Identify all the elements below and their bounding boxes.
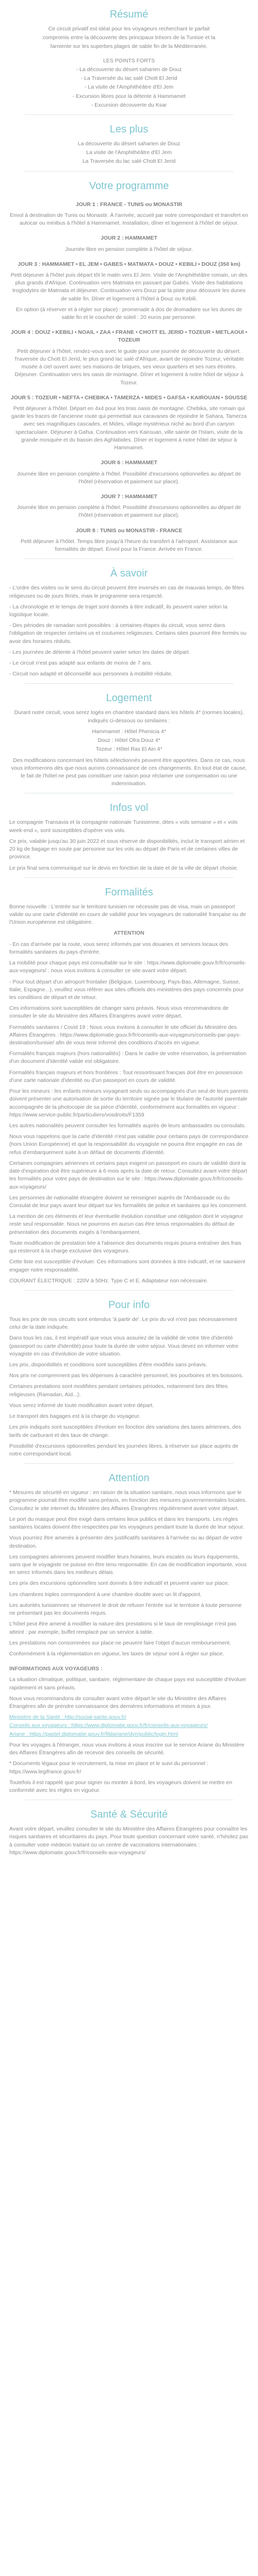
formalites-text: Les autres nationalités peuvent consulter les formalités auprès de leurs ambassades ou consulats.	[9, 1123, 246, 1129]
key-point: - La découverte du désert saharien de Douz	[76, 66, 182, 73]
informations-text: Nous vous recommandons de consulter avant votre départ le site du Ministère des Affaires Étrangères afin de prendre connaissance des dernières informations et mises à jour.	[9, 1695, 227, 1710]
attention-text: Les chambres triples correspondent à une chambre double avec un lit d'appoint.	[9, 1591, 202, 1598]
plus-section	[9, 122, 249, 166]
travel-advice-link[interactable]: Conseils aux voyageurs : https://www.diplomatie.gouv.fr/fr/conseils-aux-voyageurs/	[9, 1722, 208, 1729]
plus-item: La visite de l'Amphithéâtre d'El Jem	[86, 149, 172, 156]
formalites-text: Pour les mineurs : les enfants mineurs voyageant seuls ou accompagnés d'un seul de leurs parents doivent présenter une autorisation de sortie du territoire signée par le titulaire de l'autorité parentale accompagnée de la photocopie de sa pièce d'identité, conformément aux formalités en vigueur : https://www.service-public.fr/particuliers/vosdroits/F1359	[9, 1088, 249, 1118]
day-title: JOUR 7 : HAMMAMET	[101, 493, 157, 500]
pour-info-text: Possibilité d'excursions optionnelles pendant les journées libres, à réserver sur place auprès de notre correspondant local.	[9, 1443, 238, 1457]
key-points-title: LES POINTS FORTS	[103, 57, 155, 64]
attention-section	[9, 1471, 249, 1658]
informations-link[interactable]	[9, 1731, 249, 1738]
informations-section	[9, 1665, 249, 1794]
pour-info-text: Le transport des bagages est à la charge du voyageur.	[9, 1413, 140, 1420]
day-block	[9, 394, 249, 452]
day-text: Journée libre en pension complète à l'hôtel. Possibilité d'excursions optionnelles au départ de l'hôtel (réservation et paiement sur place).	[17, 504, 241, 519]
day-text: Petit déjeuner à l'hôtel. Temps libre jusqu'à l'heure du transfert à l'aéroport. Assistance aux formalités de départ. Envol pour la France. Arrivée en France.	[21, 538, 237, 553]
divider	[25, 1290, 233, 1291]
logement-intro: Durant notre circuit, vous serez logés en chambre standard dans les hôtels 4* (normes locales), indiqués ci-dessous ou similaires :	[14, 709, 244, 724]
infos-vol-section	[9, 801, 249, 872]
formalites-text: COURANT ÉLECTRIQUE : 220V à 50Hz. Type C et E. Adaptateur non nécessaire.	[9, 1277, 208, 1284]
key-point: - La visite de l'Amphithéâtre d'El Jem	[84, 84, 174, 91]
infos-vol-text: Le prix final sera communiqué sur le devis en fonction de la date et de la ville de départ choisie.	[9, 865, 238, 871]
formalites-text: Cette liste est susceptible d'évoluer. Ces informations sont données à titre indicatif, et ne sauraient engager notre responsabilité.	[9, 1259, 246, 1273]
divider	[25, 114, 233, 115]
detail-text: - Les journées de détente à l'hôtel peuvent varier selon les dates de départ.	[9, 649, 190, 655]
pour-info-text: Certaines prestations sont modifiées pendant certaines périodes, notamment lors des fêtes religieuses (Ramadan, Aïd...).	[9, 1383, 228, 1398]
sante-text: Avant votre départ, veuillez consulter le site du Ministère des Affaires Étrangères pour connaître les risques sanitaires et sécuritaires du pays. Pour toute question concernant votre santé, n'hésitez pas à consulter votre médecin traitant ou un centre de vaccinations internationales : https://www.diplomatie.gouv.fr/fr/conseils-aux-voyageurs/	[9, 1826, 249, 1856]
formalites-text: Formalités français majeurs (hors nationalités) : Dans le cadre de votre réservation, la présentation d'un document d'identité valide est obligatoire.	[9, 1050, 247, 1065]
logement-section	[9, 691, 249, 788]
attention-title: Attention	[108, 1472, 150, 1484]
key-point: - Excursion découverte du Ksar	[91, 101, 167, 108]
detail-text: - Des périodes de ramadan sont possibles : à certaines étapes du circuit, vous serez dans l'obligation de respecter certains us et coutumes religieuses. Certains sites pourront être fermés ou avoir des horaires réduits.	[9, 622, 247, 645]
day-text: En option (à réserver et à régler sur place) : promenade à dos de dromadaire sur les dunes de sable fin et le coucher de soleil : 20 euros par personne.	[15, 306, 243, 321]
key-point: - La Traversée du lac salé Chott El Jerid	[80, 75, 178, 82]
formalites-text: Bonne nouvelle : L'entrée sur le territoire tunisien ne nécessite pas de visa, mais un passeport valide ou une carte d'identité en cours de validité pour les voyageurs de nationalité française ou de l'Union européenne est obligatoire.	[9, 903, 246, 926]
attention-text: L'hôtel peut être amené à modifier la nature des prestations si le taux de remplissage n'est pas atteint : par exemple, buffet remplacé par un service à table.	[9, 1621, 237, 1635]
formalites-text: Ces informations sont susceptibles de changer sans préavis. Nous vous recommandons de consulter le site du Ministère des Affaires Étrangères avant votre départ.	[9, 1005, 229, 1020]
infos-vol-title: Infos vol	[109, 802, 149, 814]
day-text: Petit déjeuner à l'hôtel. Départ en 4x4 pour les trois oasis de montagne. Chebika, site romain qui garde les traces de l'ancienne route qui permettait aux caravanes de rejoindre le Sahara, Tamerza avec ses magnifiques cascades, et Mides, village mystérieux niché au bord d'un canyon spectaculaire. Déjeuner à Gafsa. Continuation vers Kairouan, ville sainte de l'Islam, visite de la grande mosquée et du bassin des Aghlabides. Dîner et logement à notre hôtel de séjour à Hammamet.	[11, 405, 247, 451]
pour-info-text: Dans tous les cas, il est impératif que vous vous assuriez de la validité de votre titre d'identité (passeport ou carte d'identité) pour toute la durée de votre séjour. Vous devez en informer votre voyagiste en cas d'évolution de votre situation.	[9, 1335, 238, 1357]
formalites-text: - Pour tout départ d'un aéroport frontalier (Belgique, Luxembourg, Pays-Bas, Allemagne, Suisse, Italie, Espagne...), veuillez vous référer aux sites officiels des ministères des pays concernés pour les conditions de départ et de retour.	[9, 978, 244, 1001]
programme-section	[9, 179, 249, 554]
attention-text: Le port du masque peut être exigé dans certains lieux publics et dans les transports. Les règles sanitaires locales doivent être respectées par les voyageurs pendant toute la durée de leur séjour.	[9, 1516, 245, 1531]
resume-line: Ce circuit privatif est idéal pour les voyageurs recherchant le parfait	[48, 26, 210, 32]
day-block	[9, 329, 249, 387]
ariane-link[interactable]: Ariane : https://pastel.diplomatie.gouv.fr/fildariane/dyn/public/login.html	[9, 1731, 179, 1737]
formalites-text: La mention de ces éléments et leur éventuelle évolution constitue une obligation dont le voyageur reste seul responsable. Nous ne pourrons en aucun cas être tenus responsables du défaut de présentation des documents exigés à l'embarquement.	[9, 1213, 243, 1235]
programme-title: Votre programme	[89, 180, 169, 192]
formalites-text: Formalités sanitaires / Covid 19 : Nous vous invitons à consulter le site officiel du Ministère des Affaires Étrangères : https://www.diplomatie.gouv.fr/fr/conseils-aux-voyageurs/conseils-par-pays-destination/tunisie/ afin de vous tenir informé des conditions d'accès en vigueur.	[9, 1024, 241, 1046]
pour-info-section	[9, 1298, 249, 1458]
informations-text: * Documents légaux pour le recrutement, la mise en place et le suivi du personnel : https://www.legifrance.gouv.fr/	[9, 1760, 208, 1775]
pour-info-title: Pour info	[108, 1299, 150, 1311]
attention-text: Les prix des excursions optionnelles sont donnés à titre indicatif et peuvent varier sur place.	[9, 1580, 230, 1587]
day-block	[9, 459, 249, 486]
formalites-text: Nous vous rappelons que la carte d'identité n'est pas valable pour certains pays de correspondance (hors Union Européenne) et que la responsabilité du voyagiste ne pourra être engagée en cas de refus d'embarquement suite à un défaut de documents d'identité.	[9, 1133, 249, 1156]
detail-section	[9, 566, 249, 678]
informations-text: Toutefois il est rappelé que pour signer ou monter à bord, les voyageurs doivent se mettre en conformité avec les règles en vigueur.	[9, 1779, 232, 1793]
formalites-text: Certaines compagnies aériennes et certains pays exigent un passeport en cours de validité dont la date d'expiration doit être supérieure à 6 mois après la date de retour. Consultez avant votre départ les formalités pour votre pays de destination sur le site : https://www.diplomatie.gouv.fr/fr/conseils-aux-voyageurs/	[9, 1160, 247, 1190]
day-title: JOUR 2 : HAMMAMET	[101, 235, 157, 242]
attention-text: Conformément à la réglementation en vigueur, les taxes de séjour sont à régler sur place.	[9, 1650, 224, 1657]
logement-title: Logement	[106, 692, 152, 704]
day-text: Journée libre en pension complète à l'hôtel de séjour.	[65, 246, 193, 252]
day-block	[9, 493, 249, 520]
resume-section	[9, 7, 249, 109]
day-title: JOUR 1 : FRANCE - TUNIS ou MONASTIR	[75, 201, 183, 208]
detail-text: - Le circuit n'est pas adapté aux enfants de moins de 7 ans.	[9, 660, 152, 667]
divider	[25, 171, 233, 172]
attention-text: Les autorités tunisiennes se réservent le droit de refuser l'entrée sur le territoire à toute personne ne présentant pas les documents requis.	[9, 1602, 242, 1617]
informations-link[interactable]	[9, 1722, 249, 1730]
infos-vol-text: Le compagnie Transavia et la compagnie nationale Tunisienne, dites « vols semaine » et « vols week-end », sont susceptibles d'opérer vos vols.	[9, 819, 238, 834]
attention-text: * Mesures de sécurité en vigueur : en raison de la situation sanitaire, nous vous informons que le programme pourrait être modifié sans préavis, en fonction des mesures gouvernementales locales. Consultez le site internet du Ministère des Affaires Étrangères régulièrement avant votre départ.	[9, 1489, 247, 1512]
day-title: JOUR 8 : TUNIS ou MONASTIR - FRANCE	[75, 527, 183, 534]
logement-note: Des modifications concernant les hôtels sélectionnés peuvent être apportées. Dans ce cas, nous vous informerons dès que nous aurons connaissance de ces changements. En tout état de cause, le fait de l'hôtel ne peut pas constituer une raison pour réclamer une compensation ou une indemnisation.	[11, 757, 247, 787]
detail-text: - La chronologie et le temps de trajet sont donnés à titre indicatif, ils peuvent varier selon la logistique locale.	[9, 603, 228, 618]
divider	[25, 877, 233, 878]
hotel-item: Tozeur : Hôtel Ras El Ain 4*	[95, 746, 163, 753]
day-block	[9, 234, 249, 253]
divider	[25, 683, 233, 684]
plus-item: La découverte du désert saharien de Douz	[77, 140, 181, 147]
pour-info-text: Vous serez informé de toute modification avant votre départ.	[9, 1402, 154, 1409]
formalites-text: La mobilité pour chaque pays est consultable sur le site : https://www.diplomatie.gouv.fr/fr/conseils-aux-voyageurs/ : nous vous invitons à consulter ce site avant votre départ.	[9, 960, 247, 974]
page	[0, 7, 258, 1880]
pour-info-text: Les prix, disponibilités et conditions sont susceptibles d'être modifiés sans préavis.	[9, 1362, 207, 1368]
key-point: - Excursion libres pour la détente à Hammamet	[72, 93, 186, 99]
day-title: JOUR 4 : DOUZ • KEBILI • NOAIL • ZAA • FRANE • CHOTT EL JERID • TOZEUR • METLAOUI • TOZEUR	[10, 329, 248, 344]
detail-text: - L'ordre des visites ou le sens du circuit peuvent être inversés en cas de mauvais temps, de fêtes religieuses ou de jours fériés, mais le programme sera respecté.	[9, 585, 244, 599]
informations-text: Pour les voyages à l'étranger, nous vous invitons à vous inscrire sur le service Ariane du Ministère des Affaires Étrangères afin de recevoir des conseils de sécurité.	[9, 1741, 245, 1756]
attention-text: Les compagnies aériennes peuvent modifier leurs horaires, leurs escales ou leurs équipements, sans que le voyagiste ne puisse en être tenu responsable. En cas de modification importante, vous en serez informés dans les meilleurs délais.	[9, 1553, 247, 1576]
resume-line: compromis entre la découverte des principaux trésors de la Tunisie et la	[42, 35, 216, 41]
hotel-item: Douz : Hôtel Ofra Douz 4*	[98, 737, 160, 744]
pour-info-text: Nos prix ne comprennent pas les dépenses à caractère personnel, les pourboires et les boissons.	[9, 1372, 244, 1379]
formalites-title: Formalités	[105, 886, 153, 898]
informations-text: La situation climatique, politique, sanitaire, réglementaire de chaque pays est susceptible d'évoluer rapidement et sans préavis.	[9, 1676, 247, 1691]
day-text: Petit déjeuner à l'hôtel, rendez-vous avec le guide pour une journée de découverte du désert. Traversée du Chott El Jerid, le plus grand lac salé d'Afrique, avant de rejoindre Tozeur, véritable musée à ciel ouvert avec ses maisons de briques, ses vieux quartiers et ses rues étroites. Déjeuner. Continuation vers les oasis de montagne. Dîner et logement à notre hôtel de séjour à Tozeur.	[14, 348, 244, 386]
formalites-text: - En cas d'arrivée par la route, vous serez informés par vos douanes et services locaux des formalités sanitaires du pays d'entrée.	[9, 941, 228, 955]
day-text: Envol à destination de Tunis ou Monastir. À l'arrivée, accueil par notre correspondant et transfert en autocar ou minibus à l'hôtel à Hammamet. Installation, dîner et logement à l'hôtel de séjour.	[10, 212, 248, 227]
infos-vol-text: Ce prix, valable jusqu'au 30 juin 2022 et sous réserve de disponibilités, inclut le transport aérien et 20 kg de bagage en soute par personne sur les vols au départ de Paris et de certaines villes de province.	[9, 838, 245, 860]
formalites-text: Formalités français majeurs et hors frontières : Tout ressortissant français doit être en possession d'une carte nationale d'identité ou d'un passeport en cours de validité.	[9, 1069, 243, 1083]
day-text: Journée libre en pension complète à l'hôtel. Possibilité d'excursions optionnelles au départ de l'hôtel (réservation et paiement sur place).	[17, 470, 241, 485]
attention-text: Vous pourriez être amenés à présenter des justificatifs sanitaires à l'arrivée ou au départ de votre destination.	[9, 1535, 243, 1549]
informations-title: INFORMATIONS AUX VOYAGEURS :	[9, 1666, 103, 1672]
formalites-text: Les personnes de nationalité étrangère doivent se renseigner auprès de l'Ambassade ou du Consulat de leur pays avant leur départ sur les formalités de police et sanitaires qui les concernent.	[9, 1194, 248, 1209]
day-block	[9, 201, 249, 228]
day-block	[9, 261, 249, 322]
attention-text: Les prestations non consommées sur place ne peuvent faire l'objet d'aucun remboursement.	[9, 1639, 231, 1646]
resume-line: farniente sur les superbes plages de sable fin de la Méditerranée.	[50, 43, 208, 50]
pour-info-text: Tous les prix de nos circuits sont entendus 'à partir de'. Le prix du vol n'est pas nécessairement celui de la date indiquée.	[9, 1316, 237, 1331]
day-text: Petit déjeuner à l'hôtel puis départ tôt le matin vers El Jem. Visite de l'Amphithéâtre romain, un des plus grands d'Afrique. Continuation vers Matmata en passant par Gabès. Visite des habitations troglodytes de Matmata et déjeuner. Continuation vers Douz par la piste pour découvrir les dunes de sable fin. Dîner et logement à l'hôtel à Douz ou Kebili.	[10, 272, 248, 302]
informations-link[interactable]	[9, 1714, 249, 1721]
formalites-section	[9, 885, 249, 1285]
pour-info-text: Les prix indiqués sont susceptibles d'évoluer en fonction des variations des taxes aériennes, des tarifs de carburant et des taux de change.	[9, 1424, 241, 1438]
detail-title: À savoir	[110, 568, 148, 580]
hotel-list	[9, 728, 249, 754]
sante-title: Santé & Sécurité	[90, 1809, 168, 1821]
resume-title: Résumé	[109, 9, 149, 20]
day-block	[9, 527, 249, 554]
divider	[25, 1463, 233, 1464]
sante-section	[9, 1807, 249, 1857]
plus-item: La Traversée du lac salé Chott El Jerid	[82, 158, 176, 165]
detail-text: - Circuit non adapté et déconseillé aux personnes à mobilité réduite.	[9, 671, 173, 677]
plus-list	[9, 140, 249, 166]
plus-title: Les plus	[109, 123, 149, 135]
key-points-list	[9, 66, 249, 109]
day-title: JOUR 3 : HAMMAMET • EL JEM • GABES • MATMATA • DOUZ • KEBILI • DOUZ (350 km)	[18, 261, 240, 267]
day-title: JOUR 6 : HAMMAMET	[101, 460, 157, 466]
health-link[interactable]: Ministère de la Santé : http://social-sante.gouv.fr/	[9, 1714, 126, 1721]
divider	[25, 558, 233, 559]
formalites-text: Toute modification de prestation liée à l'absence des documents requis pourra entraîner des frais qui resteront à la charge exclusive des voyageurs.	[9, 1240, 241, 1255]
formalites-heading: ATTENTION	[114, 930, 144, 937]
hotel-item: Hammamet : Hôtel Phenicia 4*	[92, 728, 166, 735]
day-title: JOUR 5 : TOZEUR • NEFTA • CHEBIKA • TAMERZA • MIDES • GAFSA • KAIROUAN • SOUSSE	[10, 394, 248, 401]
